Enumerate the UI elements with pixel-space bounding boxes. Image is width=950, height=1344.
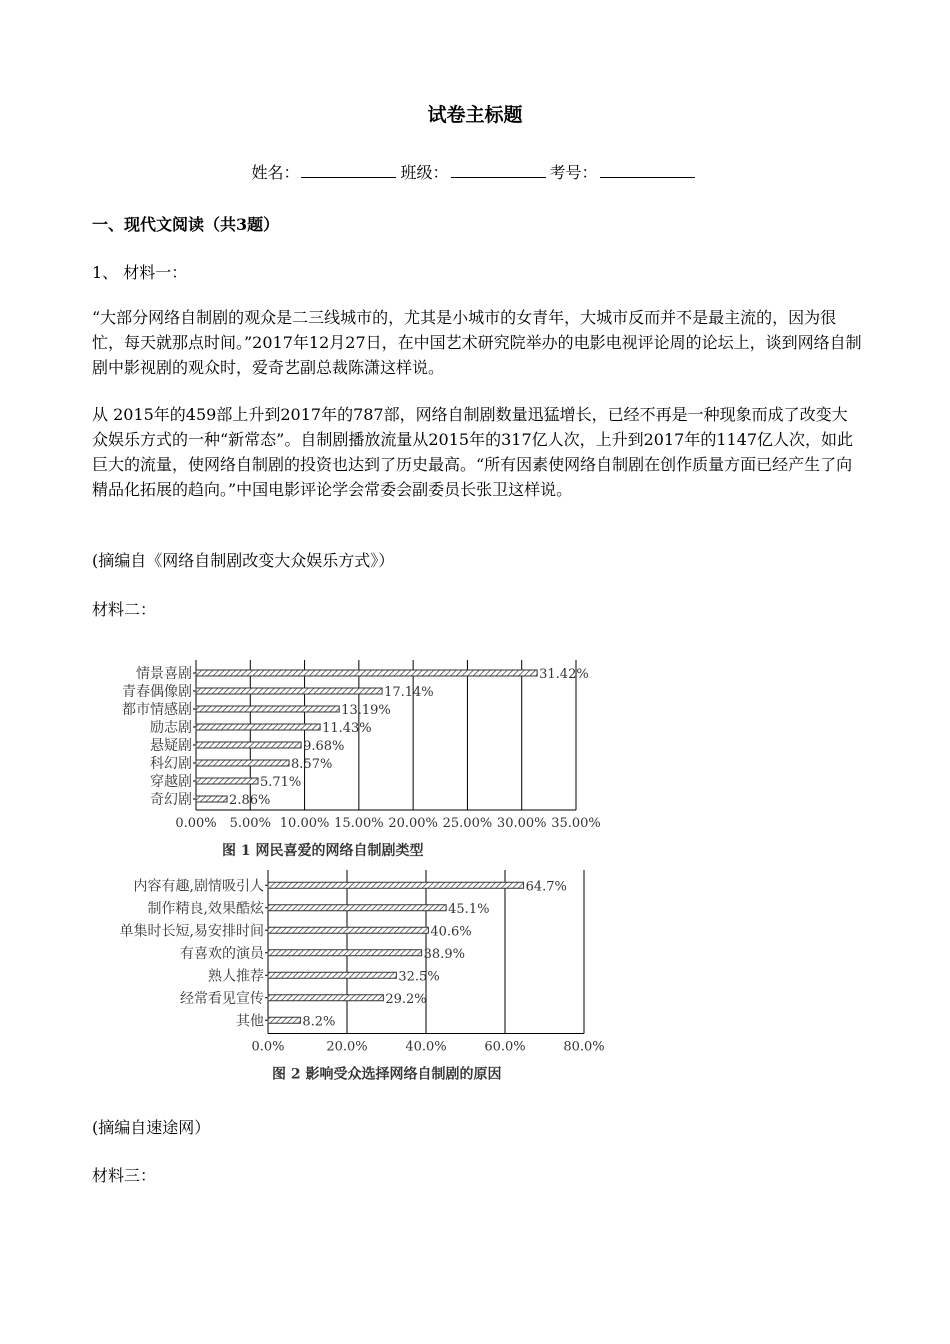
chart-2-category-label: 熟人推荐 <box>208 968 264 985</box>
chart-1-bar <box>196 742 301 748</box>
chart-1-data-label: 2.86% <box>229 793 271 808</box>
chart-1-data-label: 13.19% <box>341 703 391 718</box>
material-1-paragraph-2: 从 2015年的459部上升到2017年的787部，网络自制剧数量迅猛增长，已经不再是一种现象而成了改变大众娱乐方式的一种“新常态”。自制剧播放流量从2015年的317亿人次，上升到2017年的1147亿人次，如此巨大的流量，使网络自制剧的投资也达到了历史最高。“所有因素使网络自制剧在创作质量方面已经产生了向精品化拓展的趋向。”中国电影评论学会常委会副委员长张卫这样说。 <box>92 405 854 499</box>
chart-2-svg <box>80 862 620 1082</box>
chart-1-category-label: 都市情感剧 <box>122 702 192 718</box>
chart-2-category-label: 单集时长短,易安排时间 <box>119 923 264 940</box>
chart-2-data-label: 32.5% <box>398 969 440 985</box>
chart-2-data-label: 40.6% <box>430 924 472 940</box>
chart-2-bar <box>268 927 428 933</box>
material-3-label: 材料三： <box>92 1166 157 1185</box>
chart-2-category-label: 有喜欢的演员 <box>180 945 264 962</box>
chart-1-tick-label: 15.00% <box>334 816 384 831</box>
chart-1-bar <box>196 688 382 694</box>
chart-1-category-label: 情景喜剧 <box>136 666 192 682</box>
class-blank[interactable] <box>451 163 546 178</box>
chart-1-title: 图 1 网民喜爱的网络自制剧类型 <box>222 843 424 859</box>
chart-1-bar <box>196 778 258 784</box>
chart-2-category-label: 其他 <box>236 1013 264 1030</box>
chart-2-bar <box>268 1017 300 1023</box>
chart-2-data-label: 38.9% <box>423 946 465 962</box>
chart-2 <box>80 862 620 1086</box>
material-2-label: 材料二： <box>92 600 157 619</box>
chart-2-tick-label: 80.0% <box>563 1039 605 1055</box>
chart-1-svg <box>80 650 620 862</box>
chart-1-tick-label: 25.00% <box>442 816 493 831</box>
chart-2-data-label: 29.2% <box>385 991 427 1007</box>
chart-2-tick-label: 20.0% <box>326 1039 368 1055</box>
chart-1-data-label: 31.42% <box>539 667 589 682</box>
chart-2-bar <box>268 972 396 978</box>
chart-2-bar <box>268 950 422 956</box>
name-label: 姓名： <box>251 163 300 182</box>
chart-2-category-label: 内容有趣,剧情吸引人 <box>133 878 264 895</box>
chart-1-tick-label: 0.00% <box>175 816 217 831</box>
chart-2-bar <box>268 905 446 911</box>
chart-1-tick-label: 5.00% <box>229 816 271 831</box>
chart-1-data-label: 17.14% <box>384 685 434 700</box>
chart-2-bar <box>268 882 524 888</box>
chart-1-tick-label: 10.00% <box>279 816 330 831</box>
chart-2-data-label: 8.2% <box>302 1014 336 1030</box>
chart-1-bar <box>196 706 339 712</box>
chart-1-bar <box>196 670 537 676</box>
chart-1-category-label: 青春偶像剧 <box>122 684 192 700</box>
chart-1-category-label: 悬疑剧 <box>150 738 192 754</box>
chart-2-bar <box>268 995 383 1001</box>
chart-2-tick-label: 0.0% <box>251 1039 285 1055</box>
chart-1 <box>80 650 620 866</box>
material-1-source: (摘编自《网络自制剧改变大众娱乐方式》） <box>92 551 395 570</box>
chart-1-data-label: 9.68% <box>303 739 345 754</box>
page-title: 试卷主标题 <box>427 104 523 126</box>
chart-1-tick-label: 35.00% <box>551 816 601 831</box>
number-label: 考号： <box>549 163 598 182</box>
chart-1-category-label: 科幻剧 <box>150 756 192 772</box>
chart-2-category-label: 经常看见宣传 <box>180 990 264 1007</box>
chart-1-bar <box>196 796 227 802</box>
section-heading: 一、现代文阅读（共3题） <box>92 215 280 234</box>
chart-1-category-label: 穿越剧 <box>150 774 192 790</box>
material-2-source: (摘编自速途网） <box>92 1118 211 1137</box>
question-1-label: 1、 材料一： <box>92 263 188 282</box>
chart-1-bar <box>196 724 320 730</box>
material-1-paragraph-1: “大部分网络自制剧的观众是二三线城市的，尤其是小城市的女青年，大城市反而并不是最主流的，因为很忙，每天就那点时间。”2017年12月27日，在中国艺术研究院举办的电影电视评论周的论坛上，谈到网络自制剧中影视剧的观众时，爱奇艺副总裁陈潇这样说。 <box>92 308 862 377</box>
chart-1-bar <box>196 760 289 766</box>
name-blank[interactable] <box>301 163 396 178</box>
chart-2-data-label: 45.1% <box>448 901 490 917</box>
class-label: 班级： <box>400 163 449 182</box>
chart-1-tick-label: 20.00% <box>388 816 438 831</box>
chart-2-data-label: 64.7% <box>525 879 567 895</box>
chart-1-data-label: 11.43% <box>322 721 372 736</box>
chart-1-category-label: 励志剧 <box>150 720 192 736</box>
chart-1-data-label: 8.57% <box>291 757 333 772</box>
student-info-line <box>0 160 950 183</box>
chart-2-category-label: 制作精良,效果酷炫 <box>147 900 264 917</box>
number-blank[interactable] <box>600 163 695 178</box>
chart-1-tick-label: 30.00% <box>496 816 547 831</box>
chart-2-tick-label: 60.0% <box>484 1039 526 1055</box>
chart-2-title: 图 2 影响受众选择网络自制剧的原因 <box>272 1066 502 1082</box>
chart-2-tick-label: 40.0% <box>405 1039 447 1055</box>
chart-1-data-label: 5.71% <box>259 775 302 790</box>
chart-1-category-label: 奇幻剧 <box>150 792 192 808</box>
